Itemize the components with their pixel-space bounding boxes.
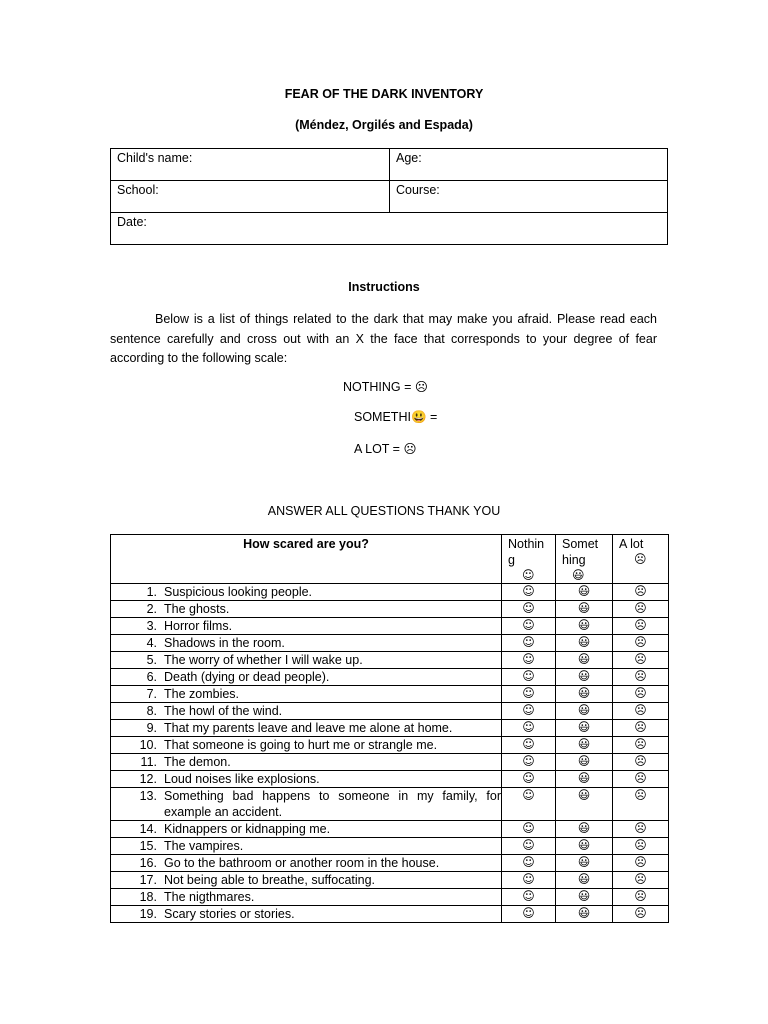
item-text: Horror films. — [164, 619, 233, 633]
a-lot-face-option[interactable] — [613, 635, 669, 652]
something-face-option[interactable] — [556, 889, 613, 906]
instructions-heading: Instructions — [348, 280, 420, 294]
a-lot-face-option[interactable] — [613, 855, 669, 872]
item-number: 10. — [139, 738, 157, 752]
item-cell — [111, 584, 502, 601]
table-row — [111, 872, 669, 889]
table-row — [111, 788, 669, 821]
item-text: The howl of the wind. — [164, 704, 283, 718]
scale-nothing: NOTHING = ☹ — [343, 380, 428, 394]
smiley-icon: ☺ — [522, 754, 535, 768]
item-text: Go to the bathroom or another room in the house. — [164, 856, 440, 870]
something-face-option[interactable] — [556, 635, 613, 652]
nothing-face-option[interactable] — [502, 584, 556, 601]
table-row — [111, 754, 669, 771]
table-row — [111, 669, 669, 686]
item-text: The vampires. — [164, 839, 244, 853]
school-field[interactable] — [111, 181, 390, 213]
something-face-option[interactable] — [556, 838, 613, 855]
smiley-icon: ☺ — [522, 618, 535, 632]
grin-icon: 😃 — [577, 771, 591, 785]
frown-icon: ☹ — [634, 737, 647, 751]
item-cell — [111, 601, 502, 618]
nothing-face-option[interactable] — [502, 635, 556, 652]
item-cell — [111, 872, 502, 889]
table-row — [111, 686, 669, 703]
item-cell — [111, 838, 502, 855]
item-number: 3. — [146, 619, 157, 633]
item-number: 17. — [139, 873, 157, 887]
age-label: Age: — [396, 151, 422, 165]
course-label: Course: — [396, 183, 440, 197]
smiley-icon: ☺ — [522, 821, 535, 835]
nothing-face-option[interactable] — [502, 652, 556, 669]
frown-icon: ☹ — [634, 703, 647, 717]
scale-something: SOMETHI😃 = — [354, 410, 438, 424]
item-text: Not being able to breathe, suffocating. — [164, 873, 376, 887]
item-number: 1. — [146, 585, 157, 599]
grin-icon: 😃 — [577, 737, 591, 751]
item-cell — [111, 652, 502, 669]
item-cell — [111, 720, 502, 737]
frown-icon: ☹ — [634, 855, 647, 869]
a-lot-face-option[interactable] — [613, 584, 669, 601]
item-cell — [111, 906, 502, 923]
frown-icon: ☹ — [634, 584, 647, 598]
something-face-option[interactable] — [556, 584, 613, 601]
item-number: 11. — [140, 755, 157, 769]
item-cell — [111, 635, 502, 652]
question-column-header: How scared are you? — [111, 535, 502, 584]
document-title: FEAR OF THE DARK INVENTORY — [284, 87, 484, 101]
fear-inventory-table — [110, 534, 669, 923]
smiley-icon: ☺ — [522, 568, 535, 582]
smiley-icon: ☺ — [522, 669, 535, 683]
frown-icon: ☹ — [634, 686, 647, 700]
frown-icon: ☹ — [634, 601, 647, 615]
item-number: 8. — [146, 704, 157, 718]
nothing-header-label: Nothin g — [508, 537, 545, 567]
frown-icon: ☹ — [634, 720, 647, 734]
grin-icon: 😃 — [577, 872, 591, 886]
a-lot-face-option[interactable] — [613, 788, 669, 821]
frown-icon: ☹ — [634, 635, 647, 649]
nothing-face-option[interactable] — [502, 737, 556, 754]
grin-icon: 😃 — [577, 889, 591, 903]
grin-icon: 😃 — [577, 618, 591, 632]
something-face-option[interactable] — [556, 788, 613, 821]
item-number: 9. — [146, 721, 157, 735]
item-cell — [111, 669, 502, 686]
item-cell — [111, 855, 502, 872]
item-cell — [111, 686, 502, 703]
something-column-header — [556, 535, 613, 584]
smiley-icon: ☺ — [522, 703, 535, 717]
item-text: That my parents leave and leave me alone at home. — [164, 721, 453, 735]
nothing-face-option[interactable] — [502, 618, 556, 635]
frown-icon: ☹ — [634, 618, 647, 632]
something-face-option[interactable] — [556, 686, 613, 703]
item-text: Shadows in the room. — [164, 636, 285, 650]
something-face-option[interactable] — [556, 754, 613, 771]
nothing-face-option[interactable] — [502, 872, 556, 889]
grin-icon: 😃 — [577, 584, 591, 598]
item-text: Loud noises like explosions. — [164, 772, 320, 786]
grin-icon: 😃 — [577, 838, 591, 852]
a-lot-face-option[interactable] — [613, 821, 669, 838]
table-row — [111, 737, 669, 754]
frown-icon: ☹ — [634, 754, 647, 768]
grin-icon: 😃 — [577, 686, 591, 700]
a-lot-header-label: A lot — [619, 537, 644, 551]
something-face-option[interactable] — [556, 601, 613, 618]
smiley-icon: ☺ — [522, 788, 535, 802]
something-face-option[interactable] — [556, 618, 613, 635]
item-cell — [111, 821, 502, 838]
item-number: 14. — [139, 822, 157, 836]
item-text: Scary stories or stories. — [164, 907, 295, 921]
something-face-option[interactable] — [556, 821, 613, 838]
item-number: 4. — [146, 636, 157, 650]
nothing-face-option[interactable] — [502, 838, 556, 855]
a-lot-face-option[interactable] — [613, 906, 669, 923]
smiley-icon: ☺ — [522, 855, 535, 869]
smiley-icon: ☺ — [522, 771, 535, 785]
item-text: Something bad happens to someone in my family, for example an accident. — [164, 789, 501, 819]
table-row — [111, 703, 669, 720]
nothing-face-option[interactable] — [502, 754, 556, 771]
something-face-option[interactable] — [556, 652, 613, 669]
item-number: 12. — [139, 772, 157, 786]
table-row — [111, 821, 669, 838]
item-number: 5. — [146, 653, 157, 667]
grin-icon: 😃 — [577, 855, 591, 869]
grin-icon: 😃 — [577, 601, 591, 615]
something-face-option[interactable] — [556, 855, 613, 872]
item-cell — [111, 771, 502, 788]
item-number: 19. — [139, 907, 157, 921]
item-number: 15. — [139, 839, 157, 853]
smiley-icon: ☺ — [522, 838, 535, 852]
a-lot-face-option[interactable] — [613, 669, 669, 686]
a-lot-face-option[interactable] — [613, 618, 669, 635]
nothing-face-option[interactable] — [502, 771, 556, 788]
something-face-option[interactable] — [556, 906, 613, 923]
table-row — [111, 906, 669, 923]
smiley-icon: ☺ — [522, 720, 535, 734]
age-field[interactable] — [390, 149, 668, 181]
smiley-icon: ☺ — [522, 686, 535, 700]
a-lot-face-option[interactable] — [613, 872, 669, 889]
table-row — [111, 720, 669, 737]
child-name-field[interactable] — [111, 149, 390, 181]
item-cell — [111, 737, 502, 754]
nothing-face-option[interactable] — [502, 669, 556, 686]
a-lot-face-option[interactable] — [613, 737, 669, 754]
a-lot-face-option[interactable] — [613, 703, 669, 720]
table-row — [111, 652, 669, 669]
frown-icon: ☹ — [634, 872, 647, 886]
answer-all-notice: ANSWER ALL QUESTIONS THANK YOU — [267, 504, 501, 518]
date-label: Date: — [117, 215, 147, 229]
grin-icon: 😃 — [577, 754, 591, 768]
something-face-option[interactable] — [556, 669, 613, 686]
item-cell — [111, 889, 502, 906]
item-text: Suspicious looking people. — [164, 585, 313, 599]
nothing-face-option[interactable] — [502, 906, 556, 923]
smiley-icon: ☺ — [522, 635, 535, 649]
nothing-face-option[interactable] — [502, 889, 556, 906]
date-field[interactable] — [111, 213, 668, 245]
frown-icon: ☹ — [634, 669, 647, 683]
item-number: 6. — [146, 670, 157, 684]
frown-icon: ☹ — [634, 821, 647, 835]
table-row — [111, 889, 669, 906]
frown-icon: ☹ — [634, 906, 647, 920]
item-text: The demon. — [164, 755, 231, 769]
something-face-option[interactable] — [556, 872, 613, 889]
grin-icon: 😃 — [577, 821, 591, 835]
smiley-icon: ☺ — [522, 872, 535, 886]
grin-icon: 😃 — [577, 788, 591, 802]
a-lot-column-header — [613, 535, 669, 584]
document-authors: (Méndez, Orgilés and Espada) — [295, 118, 473, 132]
child-name-label: Child's name: — [117, 151, 193, 165]
item-number: 2. — [146, 602, 157, 616]
frown-icon: ☹ — [634, 838, 647, 852]
smiley-icon: ☺ — [522, 652, 535, 666]
smiley-icon: ☺ — [522, 601, 535, 615]
table-row — [111, 855, 669, 872]
grin-icon: 😃 — [577, 906, 591, 920]
school-label: School: — [117, 183, 159, 197]
a-lot-face-option[interactable] — [613, 686, 669, 703]
frown-icon: ☹ — [634, 889, 647, 903]
something-header-label: Somet hing — [562, 537, 599, 567]
a-lot-face-option[interactable] — [613, 754, 669, 771]
course-field[interactable] — [390, 181, 668, 213]
item-cell — [111, 788, 502, 821]
table-row — [111, 838, 669, 855]
item-text: Kidnappers or kidnapping me. — [164, 822, 331, 836]
instructions-text: Below is a list of things related to the dark that may make you afraid. Please read each sentence carefully and cross out with an X the face that corresponds to your degree of fear according to the following scale: — [110, 312, 657, 365]
nothing-face-option[interactable] — [502, 703, 556, 720]
something-face-option[interactable] — [556, 771, 613, 788]
instructions-paragraph — [110, 310, 657, 369]
child-info-form — [110, 148, 668, 245]
nothing-face-option[interactable] — [502, 720, 556, 737]
item-number: 16. — [139, 856, 157, 870]
a-lot-face-option[interactable] — [613, 838, 669, 855]
smiley-icon: ☺ — [522, 737, 535, 751]
nothing-face-option[interactable] — [502, 601, 556, 618]
table-row — [111, 601, 669, 618]
table-row — [111, 771, 669, 788]
a-lot-face-option[interactable] — [613, 771, 669, 788]
a-lot-face-option[interactable] — [613, 720, 669, 737]
something-face-option[interactable] — [556, 737, 613, 754]
grin-icon: 😃 — [577, 669, 591, 683]
frown-icon: ☹ — [634, 552, 647, 566]
table-row — [111, 618, 669, 635]
nothing-column-header — [502, 535, 556, 584]
something-face-option[interactable] — [556, 720, 613, 737]
item-text: The zombies. — [164, 687, 240, 701]
item-text: Death (dying or dead people). — [164, 670, 330, 684]
nothing-face-option[interactable] — [502, 821, 556, 838]
something-face-option[interactable] — [556, 703, 613, 720]
smiley-icon: ☺ — [522, 906, 535, 920]
frown-icon: ☹ — [634, 771, 647, 785]
item-text: The worry of whether I will wake up. — [164, 653, 363, 667]
item-text: That someone is going to hurt me or strangle me. — [164, 738, 438, 752]
a-lot-face-option[interactable] — [613, 652, 669, 669]
item-text: The nigthmares. — [164, 890, 255, 904]
grin-icon: 😃 — [572, 568, 585, 582]
item-cell — [111, 703, 502, 720]
nothing-face-option[interactable] — [502, 788, 556, 821]
a-lot-face-option[interactable] — [613, 889, 669, 906]
a-lot-face-option[interactable] — [613, 601, 669, 618]
item-number: 18. — [139, 890, 157, 904]
nothing-face-option[interactable] — [502, 686, 556, 703]
table-row — [111, 584, 669, 601]
smiley-icon: ☺ — [522, 584, 535, 598]
item-cell — [111, 618, 502, 635]
grin-icon: 😃 — [577, 720, 591, 734]
frown-icon: ☹ — [634, 652, 647, 666]
grin-icon: 😃 — [577, 703, 591, 717]
item-number: 13. — [139, 789, 157, 803]
frown-icon: ☹ — [634, 788, 647, 802]
item-cell — [111, 754, 502, 771]
grin-icon: 😃 — [577, 635, 591, 649]
grin-icon: 😃 — [577, 652, 591, 666]
item-number: 7. — [146, 687, 157, 701]
scale-a-lot: A LOT = ☹ — [354, 442, 417, 456]
nothing-face-option[interactable] — [502, 855, 556, 872]
smiley-icon: ☺ — [522, 889, 535, 903]
table-row — [111, 635, 669, 652]
item-text: The ghosts. — [164, 602, 230, 616]
